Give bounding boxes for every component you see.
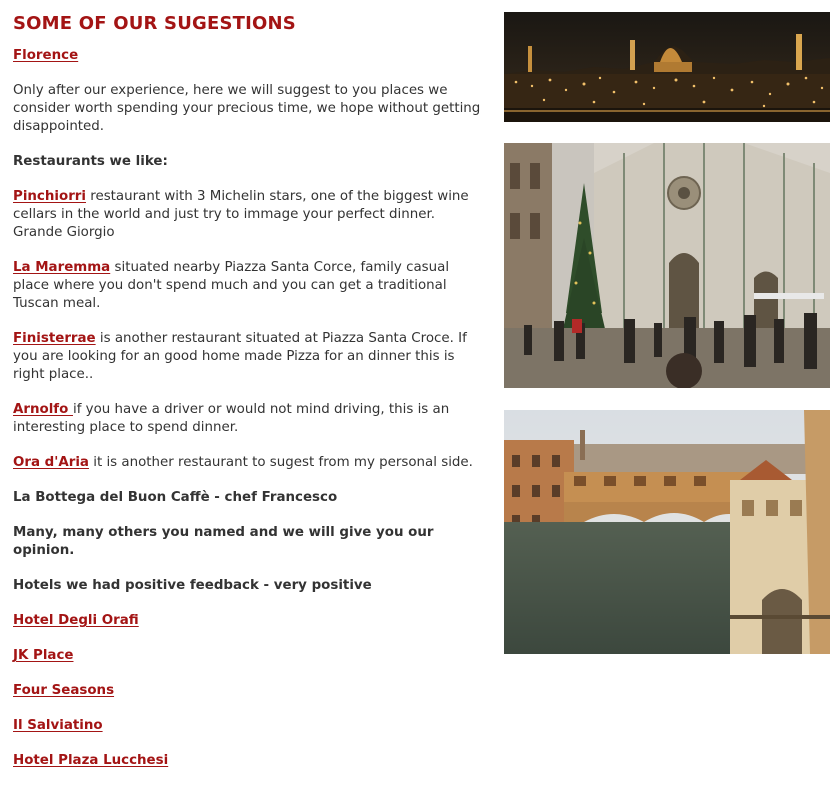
page-title: SOME OF OUR SUGESTIONS [13,13,296,34]
restaurant-la-maremma [13,259,488,313]
intro-text: Only after our experience, here we will suggest to you places we consider worth spending your precious time, we hope without getting disappointed. [13,83,481,134]
il-salviatino-link[interactable]: Il Salviatino [13,718,103,733]
restaurant-ora-daria [13,454,488,472]
arnolfo-link[interactable]: Arnolfo [13,402,73,417]
restaurant-description: it is another restaurant to sugest from my personal side. [88,455,473,470]
ponte-vecchio-image [504,410,830,654]
restaurant-description: if you have a driver or would not mind driving, this is an interesting place to spend dinner. [13,402,450,435]
duomo-facade-image [504,143,830,388]
restaurant-pinchiorri [13,188,488,242]
many-others-text: Many, many others you named and we will give you our opinion. [13,525,434,558]
restaurant-description: situated nearby Piazza Santa Corce, family casual place where you don't spend much and you can get a traditional Tuscan meal. [13,260,450,311]
restaurants-heading: Restaurants we like: [13,154,168,169]
restaurant-description: restaurant with 3 Michelin stars, one of the biggest wine cellars in the world and just try to immage your perfect dinner. Grande Giorgio [13,189,469,240]
hotel-degli-orafi-link[interactable]: Hotel Degli Orafi [13,613,139,628]
restaurant-description: is another restaurant situated at Piazza Santa Croce. If you are looking for an good home made Pizza for an dinner this is right place.. [13,331,467,382]
jk-place-link[interactable]: JK Place [13,648,74,663]
florence-link[interactable]: Florence [13,48,79,63]
main-content [13,12,488,787]
la-maremma-link[interactable]: La Maremma [13,260,111,275]
finisterrae-link[interactable]: Finisterrae [13,331,96,346]
hotels-heading: Hotels we had positive feedback - very positive [13,578,372,593]
restaurant-finisterrae [13,330,488,384]
bottega-text: La Bottega del Buon Caffè - chef Francesco [13,490,338,505]
pinchiorri-link[interactable]: Pinchiorri [13,189,86,204]
restaurant-arnolfo [13,401,488,437]
ora-daria-link[interactable]: Ora d'Aria [13,455,89,470]
florence-night-panorama-image [504,12,830,122]
hotel-plaza-lucchesi-link[interactable]: Hotel Plaza Lucchesi [13,753,169,768]
four-seasons-link[interactable]: Four Seasons [13,683,115,698]
